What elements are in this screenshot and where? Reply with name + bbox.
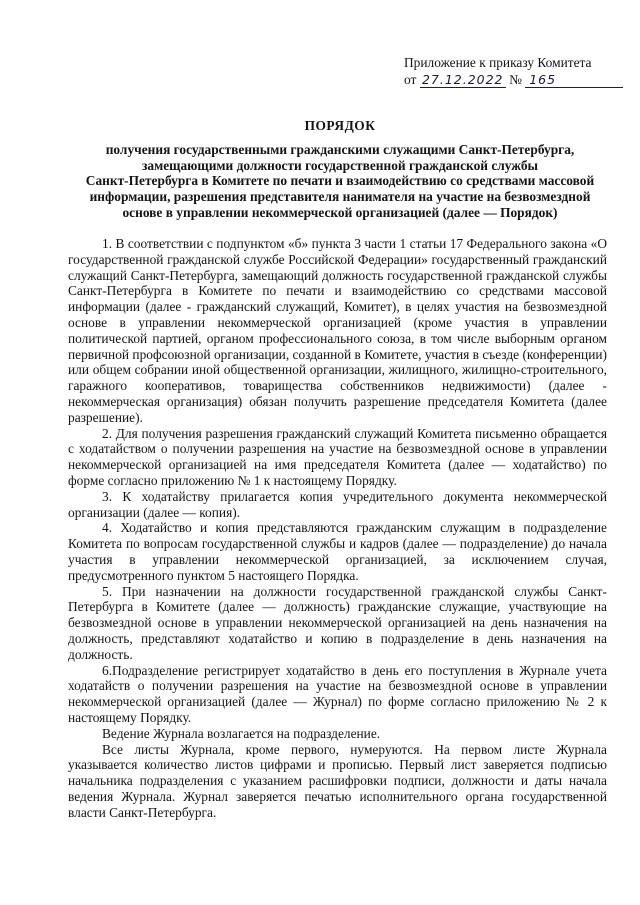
- handwritten-number: 165: [525, 73, 623, 88]
- document-body: [68, 236, 607, 820]
- header-line: Санкт-Петербурга в Комитете по печати и взаимодействию со средствами массовой: [85, 173, 595, 189]
- paragraph-7: Ведение Журнала возлагается на подразделение.: [102, 725, 381, 741]
- paragraph-6: 6.Подразделение регистрирует ходатайство в день его поступления в Журнале учета ходатайств о получении разрешения на участие на безвозмездной основе в управлении некоммерческой организацией (далее — Журнал) по форме согласно приложению № 2 к настоящему Порядку.: [68, 662, 607, 725]
- header-line: получения государственными гражданскими служащими Санкт-Петербурга,: [105, 141, 575, 157]
- header-line: основе в управлении некоммерческой организацией (далее — Порядок): [122, 204, 558, 220]
- appendix-title: Приложение к приказу Комитета: [404, 55, 592, 70]
- paragraph-8: Все листы Журнала, кроме первого, нумеруются. На первом листе Журнала указывается количество листов цифрами и прописью. Первый лист заверяется подписью начальника подразделения с указанием расшифровки подписи, должности и даты начала ведения Журнала. Журнал заверяется печатью исполнительного органа государственной власти Санкт-Петербурга.: [68, 741, 607, 820]
- paragraph-3: 3. К ходатайству прилагается копия учредительного документа некоммерческой организации (далее — копия).: [68, 488, 607, 520]
- document-header: [60, 118, 620, 221]
- number-label: №: [509, 72, 522, 87]
- appendix-note: [404, 54, 623, 88]
- header-line: информации, разрешения представителя нанимателя на участие на безвозмездной: [89, 189, 591, 205]
- document-title: ПОРЯДОК: [304, 118, 376, 133]
- paragraph-2: 2. Для получения разрешения гражданский служащий Комитета письменно обращается с ходатайством о получении разрешения на участие на безвозмездной основе в управлении некоммерческой организацией на имя председателя Комитета (далее — ходатайство) по форме согласно приложению № 1 к настоящему Порядку.: [68, 425, 607, 488]
- paragraph-4: 4. Ходатайство и копия представляются гражданским служащим в подразделение Комитета по вопросам государственной службы и кадров (далее — подразделение) до начала участия в управлении некоммерческой организацией, за исключением случая, предусмотренного пунктом 5 настоящего Порядка.: [68, 520, 607, 583]
- handwritten-date: 27.12.2022: [420, 73, 506, 88]
- from-label: от: [404, 72, 417, 87]
- paragraph-1: 1. В соответствии с подпунктом «б» пункта 3 части 1 статьи 17 Федерального закона «О государственной гражданской службе Российской Федерации» государственный гражданский служащий Санкт-Петербурга, замещающий должность государственной гражданской службы Санкт-Петербурга в Комитете по печати и взаимодействию со средствами массовой информации (далее - гражданский служащий, Комитет), в целях участия на безвозмездной основе в управлении некоммерческой организацией (кроме участия в управлении политической партией, органом профессионального союза, в том числе выборным органом первичной профсоюзной организации, созданной в Комитете, участия в съезде (конференции) или общем собрании иной общественной организации, жилищного, жилищно-строительного, гаражного кооперативов, товарищества собственников недвижимости) (далее - некоммерческая организация) обязан получить разрешение председателя Комитета (далее разрешение).: [68, 236, 607, 425]
- appendix-date-line: [404, 71, 623, 88]
- header-line: замещающими должности государственной гражданской службы: [142, 157, 538, 173]
- paragraph-5: 5. При назначении на должности государственной гражданской службы Санкт-Петербурга в Комитете (далее — должность) гражданские служащие, участвующие на безвозмездной основе в управлении некоммерческой организацией на день назначения на должность, представляют ходатайство и копию в подразделение в день назначения на должность.: [68, 583, 607, 662]
